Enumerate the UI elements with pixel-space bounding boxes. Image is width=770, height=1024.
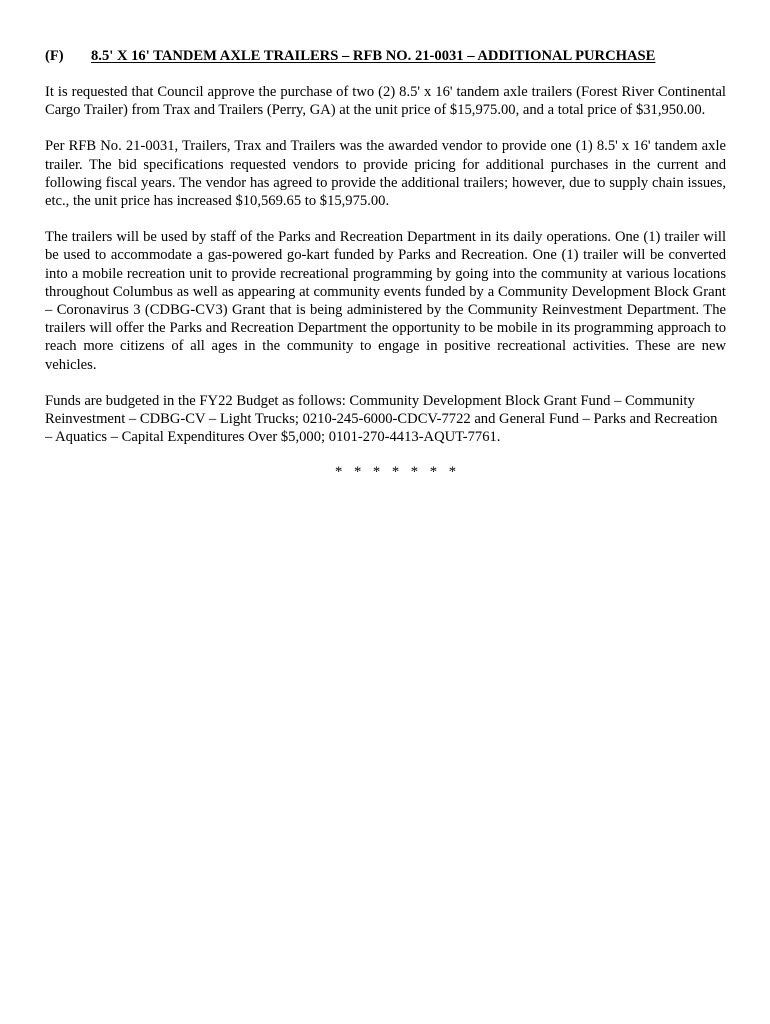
paragraph-funding: Funds are budgeted in the FY22 Budget as follows: Community Development Block Grant Fund – Community Reinvestment – CDBG-CV – Light Trucks; 0210-245-6000-CDCV-7722 and General Fund – Parks and Recreation – Aquatics – Capital Expenditures Over $5,000; 0101-270-4413-AQUT-7761. — [45, 392, 718, 446]
paragraph-usage: The trailers will be used by staff of the Parks and Recreation Department in its daily operations. One (1) trailer will be used to accommodate a gas-powered go-kart funded by Parks and Recreation. One (1) trailer will be converted into a mobile recreation unit to provide recreational programming by going into the community at various locations throughout Columbus as well as appearing at community events funded by a Community Development Block Grant – Coronavirus 3 (CDBG-CV3) Grant that is being administered by the Community Reinvestment Department. The trailers will offer the Parks and Recreation Department the opportunity to be mobile in its programming approach to reach more citizens of all ages in the community to engage in positive recreational activities. These are new vehicles. — [45, 229, 726, 373]
document-page — [45, 46, 726, 481]
item-heading — [45, 46, 726, 66]
item-title: 8.5' X 16' TANDEM AXLE TRAILERS – RFB NO. 21-0031 – ADDITIONAL PURCHASE — [91, 48, 656, 64]
item-label: (F) — [45, 48, 64, 64]
paragraph-rfb-background: Per RFB No. 21-0031, Trailers, Trax and Trailers was the awarded vendor to provide one (1) 8.5' x 16' tandem axle trailer. The bid specifications requested vendors to provide pricing for additional purchases in the current and following fiscal years. The vendor has agreed to provide the additional trailers; however, due to supply chain issues, etc., the unit price has increased $10,569.65 to $15,975.00. — [45, 138, 726, 210]
paragraph-request: It is requested that Council approve the purchase of two (2) 8.5' x 16' tandem axle trailers (Forest River Continental Cargo Trailer) from Trax and Trailers (Perry, GA) at the unit price of $15,975.00, and a total price of $31,950.00. — [45, 84, 726, 119]
end-marker: * * * * * * * — [335, 464, 460, 481]
